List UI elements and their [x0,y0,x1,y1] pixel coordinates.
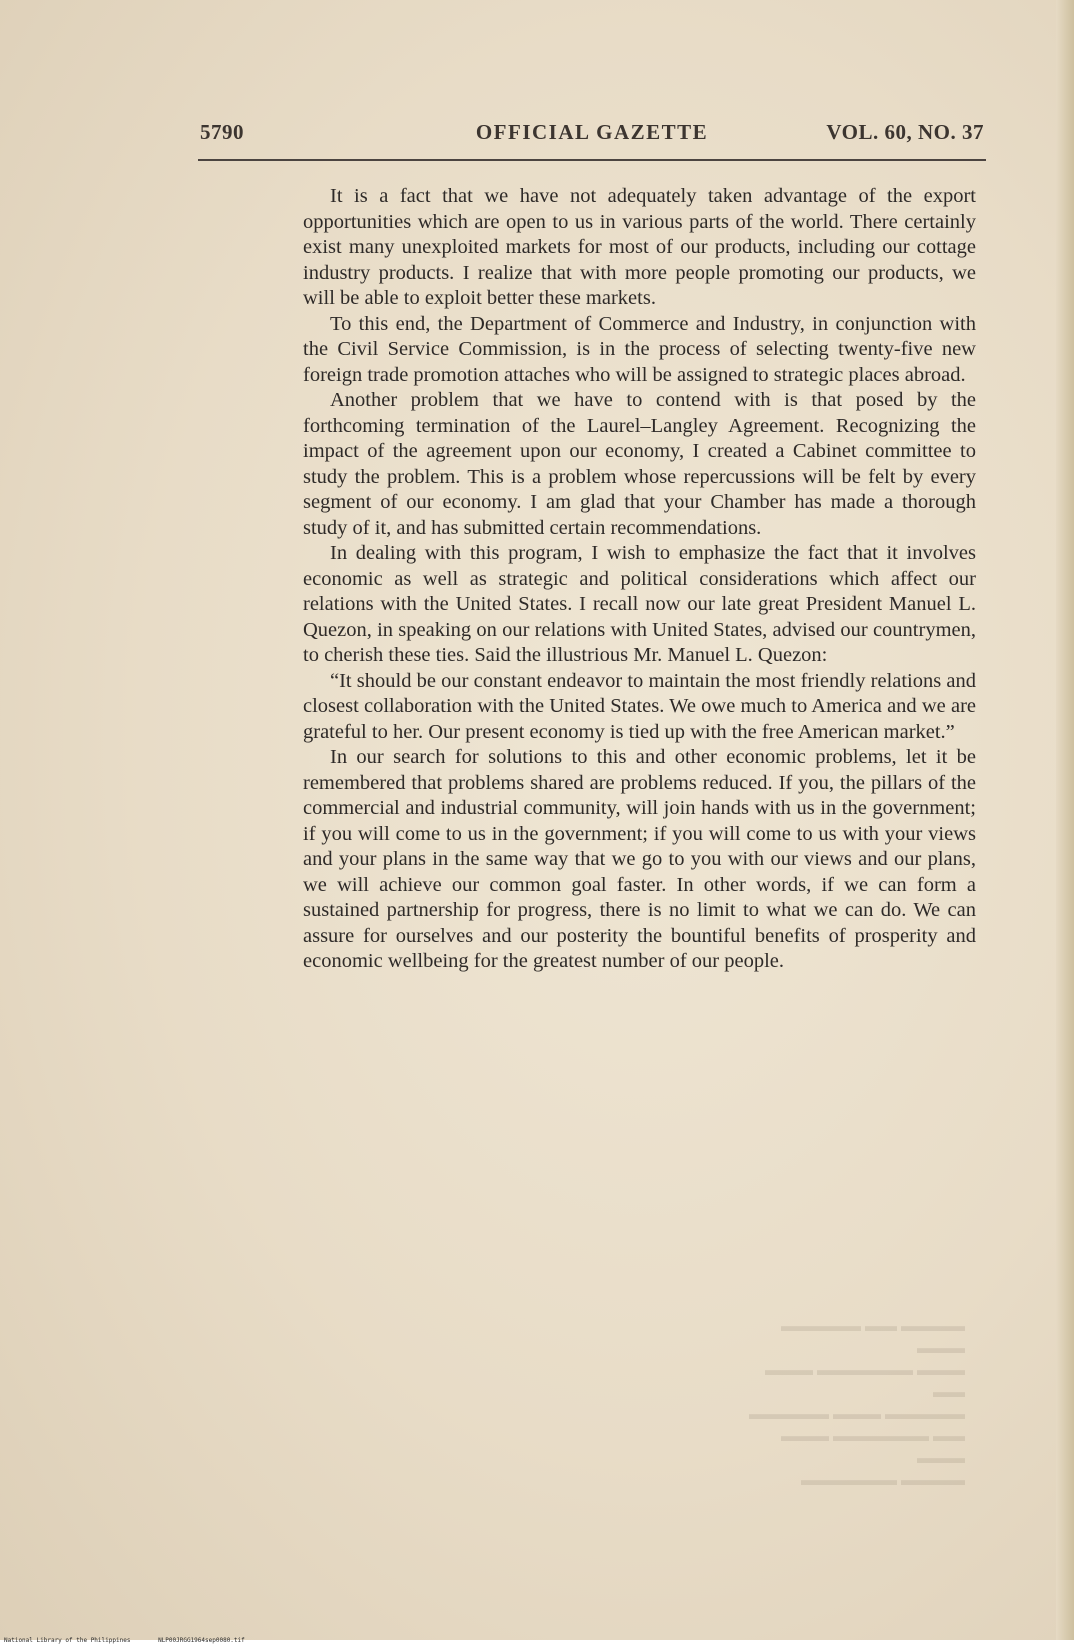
quotation-paragraph: “It should be our constant endeavor to maintain the most friendly relations and closest collaboration with the United States. We owe much to America and we are grateful to her. Our present economy is tied up with the free American market.” [303,669,976,743]
page-edge-shadow [1056,0,1074,1650]
bleed-through-texture: ▬▬▬▬ ▬▬ ▬▬▬▬▬ ▬▬▬ ▬▬▬ ▬▬▬▬▬▬ ▬▬▬ ▬▬ ▬▬▬▬▬ ▬▬▬ ▬▬▬▬▬ ▬▬ ▬▬▬▬▬▬ ▬▬▬ ▬▬▬ ▬▬▬▬ ▬▬▬▬▬▬ [749,1318,965,1489]
running-title: OFFICIAL GAZETTE [475,120,709,144]
paragraph: Another problem that we have to contend with is that posed by the forthcoming termination of the Laurel–Langley Agreement. Recognizing the impact of the agreement upon our economy, I created a Cabinet committee to study the problem. This is a problem whose repercussions will be felt by every segment of our economy. I am glad that your Chamber has made a thorough study of it, and has submitted certain recommendations. [303,389,976,539]
file-identifier: NLP00JRGG1964sep0080.tif [158,1637,245,1644]
volume-number: VOL. 60, NO. 37 [826,120,984,144]
library-credit: National Library of the Philippines [4,1637,131,1644]
page-number: 5790 [200,120,244,144]
page-header [200,120,984,154]
paragraph: To this end, the Department of Commerce and Industry, in conjunction with the Civil Service Commission, is in the process of selecting twenty-five new foreign trade promotion attaches who will be assigned to strategic places abroad. [303,312,976,386]
paragraph: In our search for solutions to this and other economic problems, let it be remembered that problems shared are problems reduced. If you, the pillars of the commercial and industrial community, will join hands with us in the government; if you will come to us in the government; if you will come to us with your views and your plans in the same way that we go to you with our views and our plans, we will achieve our common goal faster. In other words, if we can form a sustained partnership for progress, there is no limit to what we can do. We can assure for ourselves and our posterity the bountiful benefits of prosperity and economic wellbeing for the greatest number of our people. [303,746,976,972]
scan-footer [4,1637,269,1645]
header-rule [198,159,986,161]
article-body [303,184,976,975]
paragraph: It is a fact that we have not adequately taken advantage of the export opportunities which are open to us in various parts of the world. There certainly exist many unexploited markets for most of our products, including our cottage industry products. I realize that with more people promoting our products, we will be able to exploit better these markets. [303,185,976,309]
paragraph: In dealing with this program, I wish to emphasize the fact that it involves economic as well as strategic and political considerations which affect our relations with the United States. I recall now our late great President Manuel L. Quezon, in speaking on our relations with United States, advised our countrymen, to cherish these ties. Said the illustrious Mr. Manuel L. Quezon: [303,542,976,666]
